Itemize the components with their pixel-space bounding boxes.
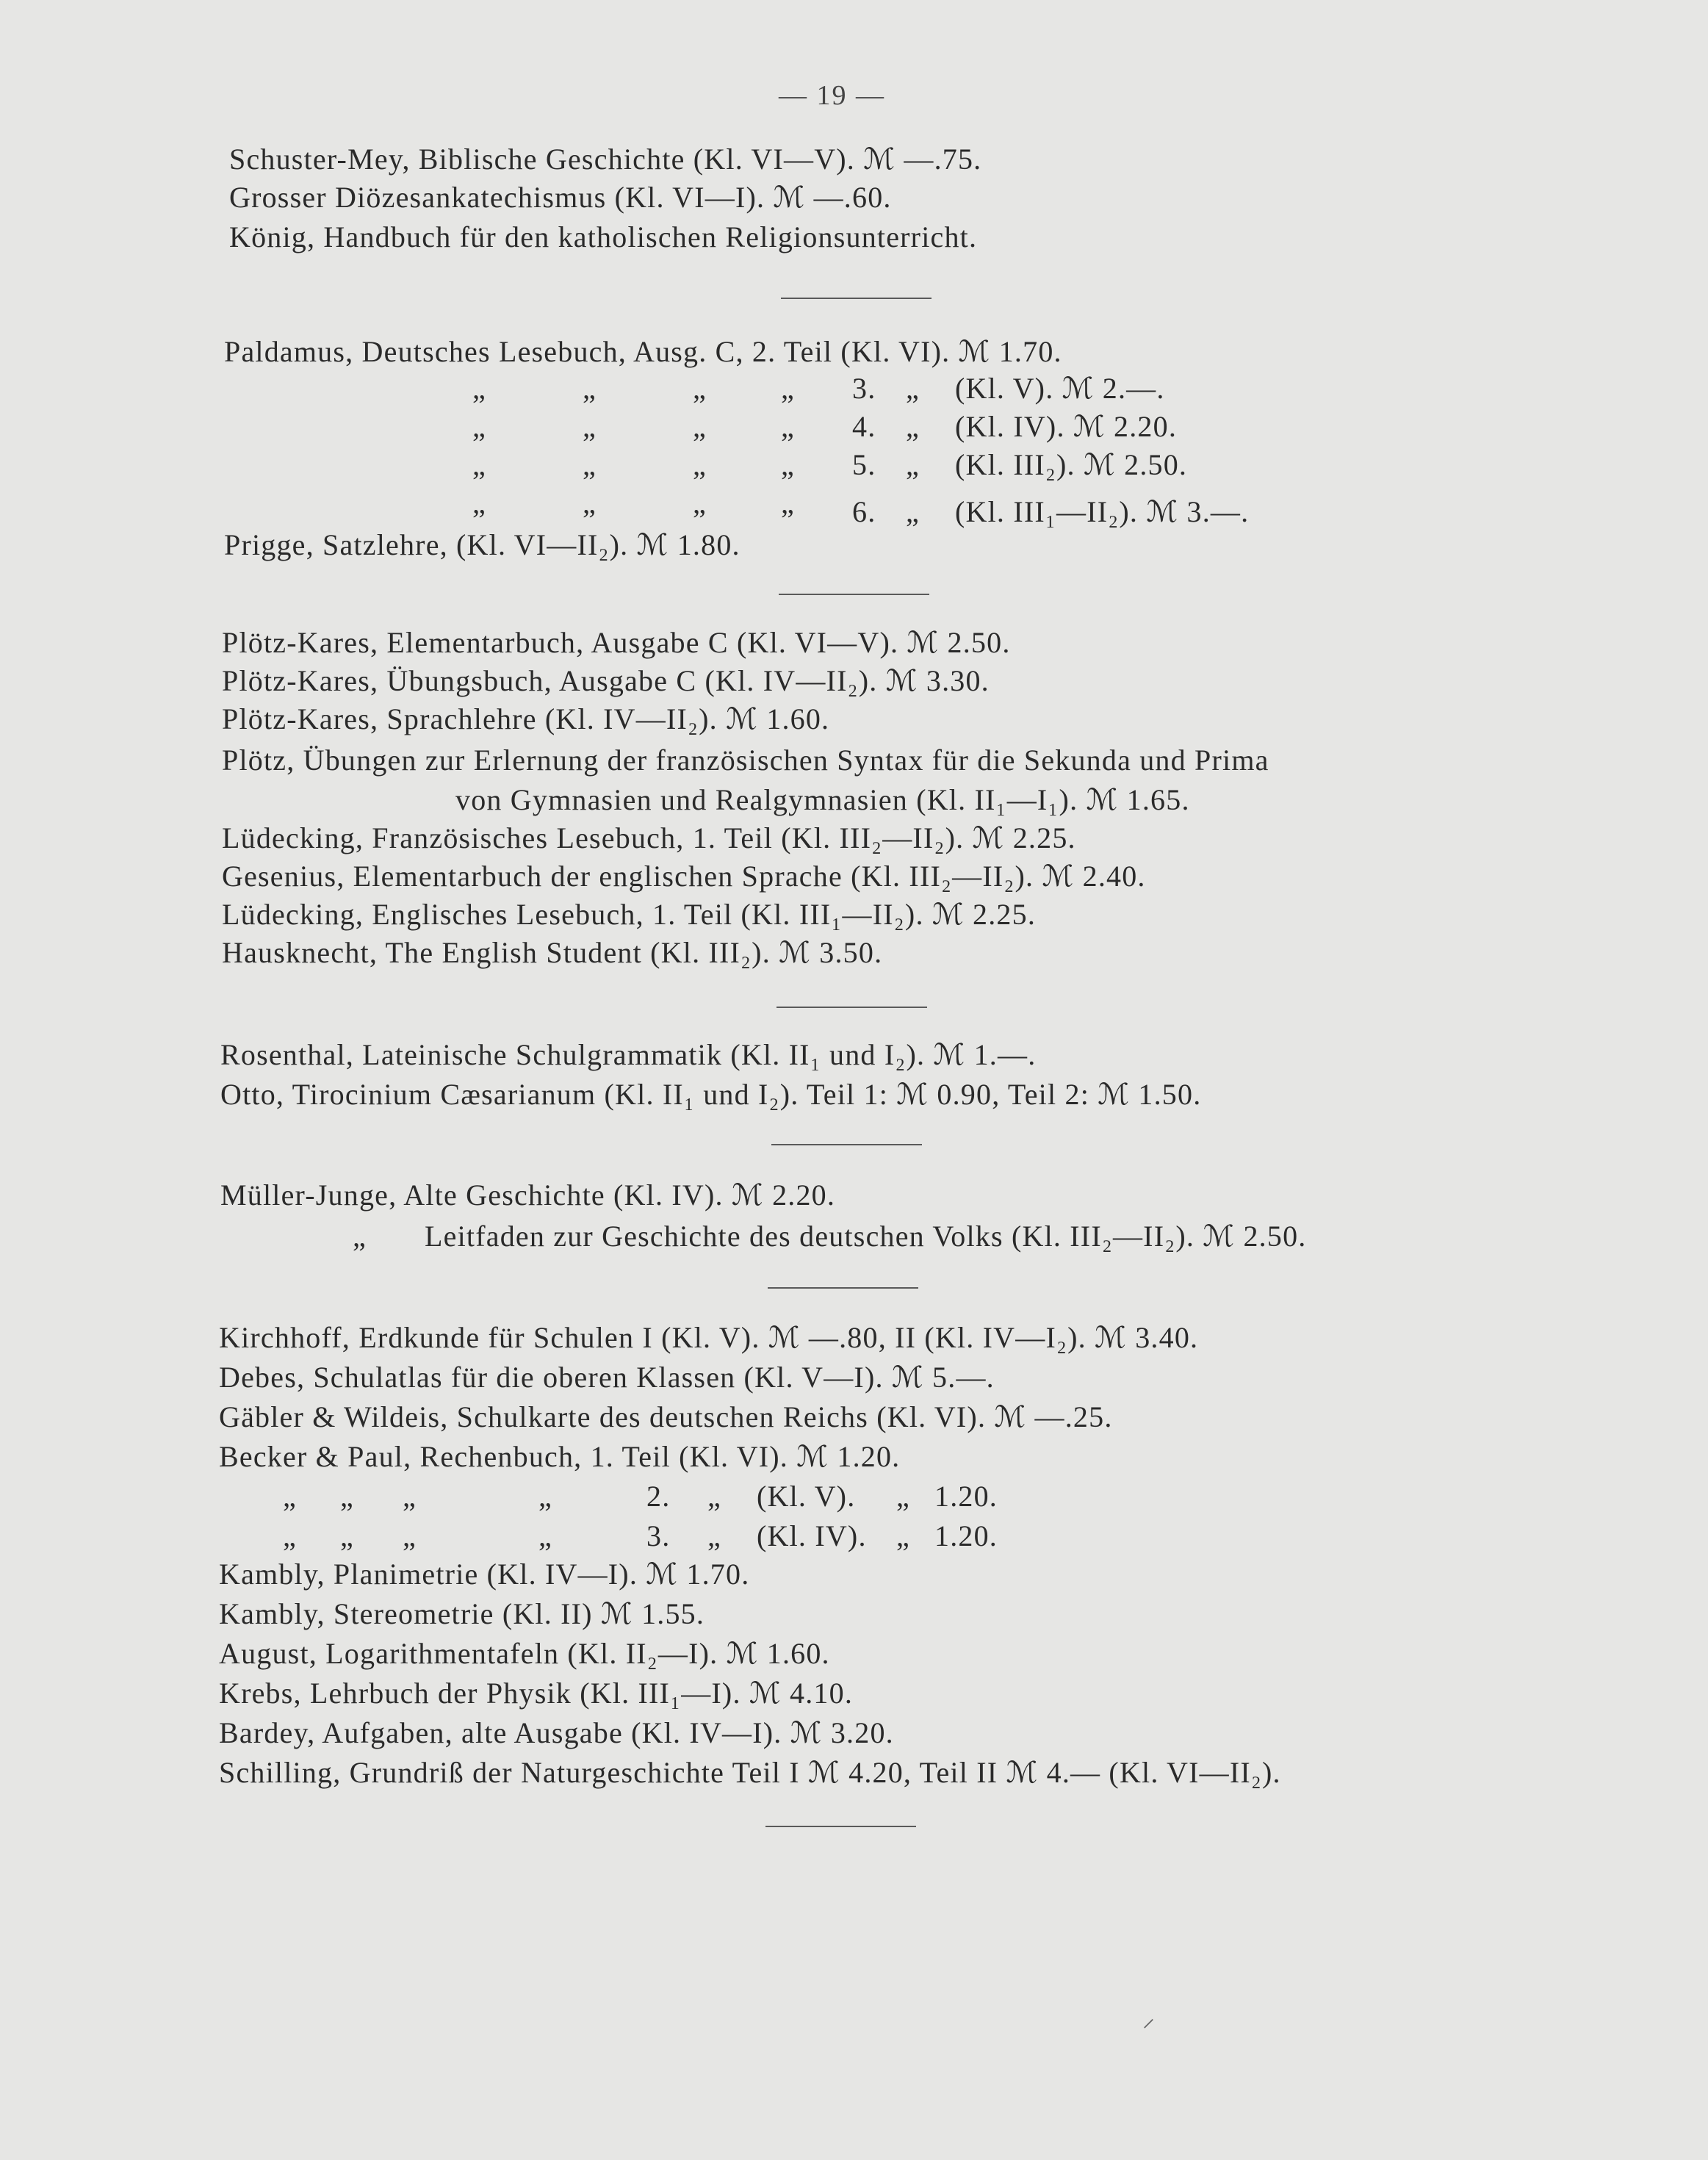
ditto-mark: „ [283,1480,296,1513]
book-entry-continuation: Leitfaden zur Geschichte des deutschen Volks (Kl. III₂—II₂). ℳ 2.50. [425,1220,1307,1253]
volume-info: (Kl. IV). ℳ 2.20. [955,410,1178,443]
ditto-mark: „ [283,1519,296,1552]
ditto-mark: „ [781,372,794,405]
book-entry: Plötz-Kares, Übungsbuch, Ausgabe C (Kl. IV—II₂). ℳ 3.30. [222,664,990,697]
ditto-mark: „ [403,1480,416,1513]
ditto-mark: „ [472,486,486,519]
ditto-mark: „ [403,1519,416,1552]
ditto-mark: „ [583,486,596,519]
book-entry: Krebs, Lehrbuch der Physik (Kl. III₁—I). ℳ 4.10. [219,1677,854,1710]
ditto-mark: „ [693,486,706,519]
book-entry: Prigge, Satzlehre, (Kl. VI—II₂). ℳ 1.80. [224,528,741,561]
section-divider [779,594,929,595]
ink-scratch-mark: ⸝ [1142,2005,1155,2032]
book-entry: Schilling, Grundriß der Naturgeschichte Teil I ℳ 4.20, Teil II ℳ 4.— (Kl. VI—II₂). [219,1756,1281,1789]
section-divider [776,1007,927,1008]
book-entry: Plötz, Übungen zur Erlernung der französischen Syntax für die Sekunda und Prima [222,744,1269,777]
section-divider [771,1144,922,1145]
book-entry: Hausknecht, The English Student (Kl. III₂). ℳ 3.50. [222,936,883,969]
book-entry: Plötz-Kares, Sprachlehre (Kl. IV—II₂). ℳ 1.60. [222,702,830,735]
book-entry: Kambly, Stereometrie (Kl. II) ℳ 1.55. [219,1597,705,1630]
ditto-mark: „ [896,1519,909,1552]
part-number: 4. [852,410,876,443]
ditto-mark: „ [693,448,706,481]
ditto-mark: „ [707,1480,721,1513]
section-divider [765,1826,916,1827]
book-entry: Grosser Diözesankatechismus (Kl. VI—I). ℳ —.60. [229,181,892,214]
book-entry: Otto, Tirocinium Cæsarianum (Kl. II₁ und I₂). Teil 1: ℳ 0.90, Teil 2: ℳ 1.50. [220,1078,1202,1111]
ditto-mark: „ [340,1480,353,1513]
book-entry: Lüdecking, Französisches Lesebuch, 1. Teil (Kl. III₂—II₂). ℳ 2.25. [222,821,1076,854]
book-entry: Müller-Junge, Alte Geschichte (Kl. IV). ℳ 2.20. [220,1178,836,1212]
ditto-mark: „ [906,372,919,405]
volume-info: (Kl. V). ℳ 2.—. [955,372,1165,405]
book-entry: Kirchhoff, Erdkunde für Schulen I (Kl. V). ℳ —.80, II (Kl. IV—I₂). ℳ 3.40. [219,1321,1199,1354]
ditto-mark: „ [781,448,794,481]
section-divider [781,298,932,299]
ditto-mark: „ [583,372,596,405]
volume-info: (Kl. III₁—II₂). ℳ 3.—. [955,495,1250,528]
ditto-mark: „ [707,1519,721,1552]
ditto-mark: „ [906,410,919,443]
ditto-mark: „ [896,1480,909,1513]
ditto-mark: „ [906,448,919,481]
ditto-mark: „ [906,495,919,528]
volume-info: (Kl. V). [757,1480,856,1513]
book-entry: Lüdecking, Englisches Lesebuch, 1. Teil (Kl. III₁—II₂). ℳ 2.25. [222,898,1037,931]
book-entry: Bardey, Aufgaben, alte Ausgabe (Kl. IV—I). ℳ 3.20. [219,1716,894,1749]
ditto-mark: „ [583,410,596,443]
book-entry: Kambly, Planimetrie (Kl. IV—I). ℳ 1.70. [219,1558,750,1591]
book-entry: Plötz-Kares, Elementarbuch, Ausgabe C (Kl. VI—V). ℳ 2.50. [222,626,1011,659]
ditto-mark: „ [353,1220,366,1253]
volume-info: (Kl. III₂). ℳ 2.50. [955,448,1188,481]
ditto-mark: „ [538,1519,552,1552]
book-entry: Debes, Schulatlas für die oberen Klassen (Kl. V—I). ℳ 5.—. [219,1361,995,1394]
section-divider [768,1287,918,1289]
ditto-mark: „ [472,448,486,481]
volume-info: (Kl. IV). [757,1519,867,1552]
ditto-mark: „ [472,410,486,443]
book-entry: Gesenius, Elementarbuch der englischen Sprache (Kl. III₂—II₂). ℳ 2.40. [222,860,1146,893]
book-entry: Rosenthal, Lateinische Schulgrammatik (Kl. II₁ und I₂). ℳ 1.—. [220,1038,1037,1071]
book-entry: Gäbler & Wildeis, Schulkarte des deutschen Reichs (Kl. VI). ℳ —.25. [219,1400,1113,1433]
ditto-mark: „ [781,486,794,519]
book-entry-continuation: von Gymnasien und Realgymnasien (Kl. II₁—I₁). ℳ 1.65. [455,783,1190,816]
book-entry: König, Handbuch für den katholischen Religionsunterricht. [229,220,978,253]
price: 1.20. [934,1519,998,1552]
ditto-mark: „ [693,372,706,405]
ditto-mark: „ [340,1519,353,1552]
part-number: 2. [646,1480,671,1513]
book-entry: Becker & Paul, Rechenbuch, 1. Teil (Kl. VI). ℳ 1.20. [219,1440,901,1473]
part-number: 3. [646,1519,671,1552]
ditto-mark: „ [472,372,486,405]
ditto-mark: „ [583,448,596,481]
ditto-mark: „ [538,1480,552,1513]
book-entry: Paldamus, Deutsches Lesebuch, Ausg. C, 2. Teil (Kl. VI). ℳ 1.70. [224,335,1062,368]
part-number: 3. [852,372,876,405]
book-entry: Schuster-Mey, Biblische Geschichte (Kl. VI—V). ℳ —.75. [229,143,982,176]
price: 1.20. [934,1480,998,1513]
part-number: 5. [852,448,876,481]
book-entry: August, Logarithmentafeln (Kl. II₂—I). ℳ 1.60. [219,1637,830,1670]
ditto-mark: „ [781,410,794,443]
ditto-mark: „ [693,410,706,443]
part-number: 6. [852,495,876,528]
page-number: — 19 — [779,80,885,111]
